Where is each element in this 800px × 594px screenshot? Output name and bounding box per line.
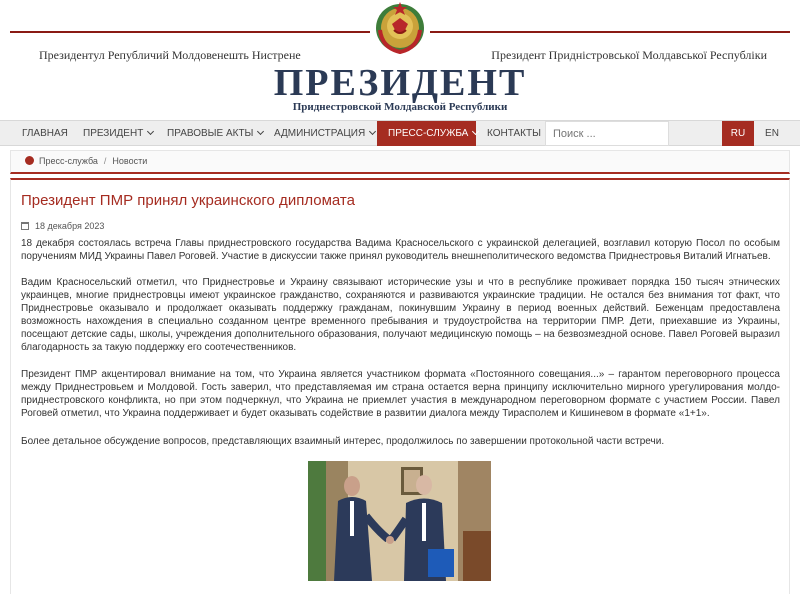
- article-paragraph: Более детальное обсуждение вопросов, представляющих взаимный интерес, продолжилось по завершении протокольной части встречи.: [21, 436, 665, 447]
- breadcrumb-separator: /: [103, 156, 107, 166]
- header-motto-moldovan: Президентул Републичий Молдовенешть Нистрене: [39, 48, 301, 62]
- site-header: [0, 0, 800, 120]
- header-motto-ukrainian: Президент Приднiстровської Молдавської Республіки: [491, 48, 767, 62]
- nav-item-label: ПРАВОВЫЕ АКТЫ: [167, 128, 254, 139]
- nav-item-press-service[interactable]: [377, 121, 476, 146]
- article-date: 18 декабря 2023: [35, 221, 105, 231]
- site-title[interactable]: ПРЕЗИДЕНТ: [273, 62, 527, 104]
- nav-item-home[interactable]: [11, 121, 79, 146]
- lang-ru-button[interactable]: RU: [722, 121, 754, 146]
- nav-item-president[interactable]: [72, 121, 164, 146]
- nav-item-contacts[interactable]: [476, 121, 552, 146]
- lang-en-button[interactable]: EN: [765, 128, 779, 139]
- site-subtitle: Приднестровской Молдавской Республики: [292, 101, 508, 113]
- nav-item-administration[interactable]: [263, 121, 386, 146]
- chevron-down-icon: [147, 128, 154, 135]
- search-input[interactable]: [545, 121, 669, 146]
- article-paragraph: Президент ПМР акцентировал внимание на том, что Украина является участником формата «Постоянного совещания...» – гарантом переговорного процесса между Приднестровьем и Молдовой. Гость заверил, что представляемая им страна остается верна принципу исключительно мирного урегулирования молдо-приднестровского конфликта, но при этом подчеркнул, что Украина не приемлет участия в международном переговорном формате с участием России. Павел Роговей отметил, что Украина поддерживает и будет оказывать содействие в развитии диалога между Тирасполем и Кишиневом в формате «1+1».: [21, 369, 780, 419]
- nav-item-label: ПРЕЗИДЕНТ: [83, 128, 144, 139]
- home-icon[interactable]: [25, 156, 34, 165]
- chevron-down-icon: [369, 128, 376, 135]
- nav-item-label: КОНТАКТЫ: [487, 128, 541, 139]
- calendar-icon: [21, 222, 29, 230]
- main-navigation: [0, 120, 800, 146]
- article-photo[interactable]: [308, 461, 491, 581]
- state-emblem-icon[interactable]: [372, 0, 428, 54]
- header-divider-left: [10, 31, 370, 33]
- article-title: Президент ПМР принял украинского дипломата: [21, 192, 355, 209]
- nav-item-legal-acts[interactable]: [156, 121, 274, 146]
- breadcrumb-item-press[interactable]: Пресс-служба: [39, 156, 98, 166]
- nav-item-label: ГЛАВНАЯ: [22, 128, 68, 139]
- breadcrumb-item-news[interactable]: Новости: [112, 156, 148, 166]
- article-paragraph: 18 декабря состоялась встреча Главы приднестровского государства Вадима Красносельского с украинской делегацией, возглавил которую Посол по особым поручениям МИД Украины Павел Роговей. Участие в дискуссии также принял руководитель внешнеполитического ведомства Приднестровья Виталий Игнатьев.: [21, 238, 780, 262]
- header-divider-right: [430, 31, 790, 33]
- nav-item-label: АДМИНИСТРАЦИЯ: [274, 128, 366, 139]
- breadcrumb: [10, 150, 790, 174]
- article-paragraph: Вадим Красносельский отметил, что Приднестровье и Украину связывают исторические узы и что в республике проживает порядка 150 тысяч этнических украинцев, многие приднестровцы имеют украинское гражданство, сохраняются и развиваются украинские традиции. Не остался без внимания тот факт, что Приднестровье оказывало и продолжает оказывать поддержку гражданам, покинувшим Украину в период военных действий. Беженцам предоставлена возможность нахождения в специально созданном центре временного пребывания и трудоустройства на территории ПМР. Дети, приехавшие из Украины, посещают детские сады, школы, учреждения дополнительного образования, получают медицинскую помощь – на безвозмездной основе. Павел Роговей выразил благодарность за такую поддержку его соотечественников.: [21, 277, 780, 353]
- nav-item-label: ПРЕСС-СЛУЖБА: [388, 128, 469, 139]
- article-date-row: [21, 221, 104, 231]
